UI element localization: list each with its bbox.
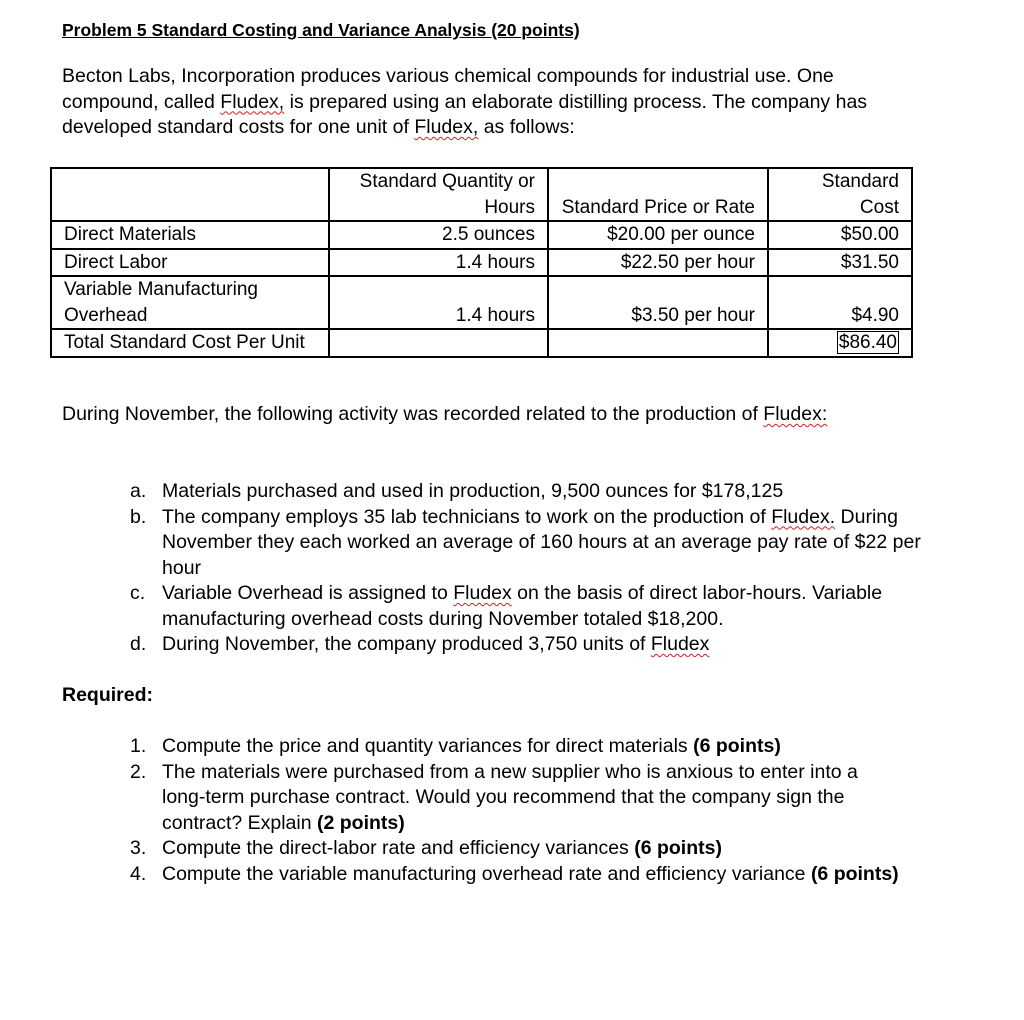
header-cell	[51, 168, 329, 221]
question-text: Compute the variable manufacturing overhead rate and efficiency variance	[162, 862, 811, 885]
problem-title: Problem 5 Standard Costing and Variance Analysis (20 points)	[62, 20, 580, 40]
list-item	[62, 632, 922, 658]
spellcheck-word: Fludex.	[771, 505, 836, 528]
header-cell: Standard Price or Rate	[548, 168, 768, 221]
cell: 1.4 hours	[329, 249, 548, 277]
intro-text: Becton Labs, Incorporation produces various chemical compounds for industrial use. One compound, called	[62, 65, 834, 113]
question-item	[62, 862, 902, 888]
list-marker: 3.	[130, 837, 147, 859]
cell	[329, 329, 548, 357]
cell	[768, 329, 912, 357]
table-header-row	[51, 168, 912, 221]
list-text: Materials purchased and used in production, 9,500 ounces for $178,125	[162, 480, 784, 502]
activity-list	[62, 479, 922, 658]
intro-text: is prepared using an elaborate distilling process. The company has developed standard costs for one unit of	[62, 90, 868, 138]
list-text: Variable Overhead is assigned to	[162, 582, 454, 604]
question-points: (6 points)	[693, 735, 781, 757]
question-text: Compute the direct-labor rate and efficiency variances	[162, 837, 635, 859]
list-text: During November, the company produced 3,750 units of	[162, 633, 651, 655]
cell: Variable Manufacturing Overhead	[51, 276, 329, 329]
list-marker: b.	[130, 505, 147, 528]
table-row	[51, 221, 912, 249]
required-heading: Required:	[62, 684, 154, 706]
intro-text: as follows:	[478, 116, 575, 138]
question-item	[62, 836, 902, 862]
header-cell: Standard Quantity or Hours	[329, 168, 548, 221]
list-marker: 4.	[130, 862, 147, 885]
list-item	[62, 479, 922, 505]
question-text: Compute the price and quantity variances for direct materials	[162, 735, 694, 757]
question-item	[62, 734, 902, 760]
cell: $22.50 per hour	[548, 249, 768, 277]
list-item	[62, 505, 922, 582]
question-points: (2 points)	[317, 811, 405, 834]
cell: $4.90	[768, 276, 912, 329]
spellcheck-word: Fludex	[453, 582, 512, 604]
cell: Total Standard Cost Per Unit	[51, 329, 329, 357]
intro-paragraph	[62, 64, 902, 141]
spellcheck-word: Fludex,	[414, 116, 479, 138]
total-cost-value: $86.40	[838, 332, 897, 353]
cell: Direct Labor	[51, 249, 329, 277]
activity-text: During November, the following activity was recorded related to the production of	[62, 403, 764, 425]
question-item	[62, 760, 902, 837]
header-cell: Standard Cost	[768, 168, 912, 221]
activity-paragraph	[62, 402, 882, 428]
table-row	[51, 249, 912, 277]
cell: $31.50	[768, 249, 912, 277]
list-marker: d.	[130, 633, 147, 655]
list-marker: 1.	[130, 735, 147, 757]
list-text: on the basis of direct labor-hours. Variable manufacturing overhead costs during November totaled $18,200.	[162, 582, 883, 630]
questions-list	[62, 734, 902, 887]
standard-cost-table	[50, 167, 913, 358]
spellcheck-word: Fludex	[650, 633, 710, 655]
cell: $3.50 per hour	[548, 276, 768, 329]
table-total-row	[51, 329, 912, 357]
cell: 1.4 hours	[329, 276, 548, 329]
list-marker: 2.	[130, 760, 147, 783]
cell: 2.5 ounces	[329, 221, 548, 249]
cell: $50.00	[768, 221, 912, 249]
cell: Direct Materials	[51, 221, 329, 249]
spellcheck-word: Fludex,	[220, 90, 285, 113]
list-text: During November they each worked an average of 160 hours at an average pay rate of $22 per hour	[162, 505, 921, 579]
table-row	[51, 276, 912, 329]
question-points: (6 points)	[634, 837, 722, 859]
list-marker: a.	[130, 480, 147, 502]
cell	[548, 329, 768, 357]
list-text: The company employs 35 lab technicians to work on the production of	[162, 505, 772, 528]
spellcheck-word: Fludex:	[763, 403, 828, 425]
list-marker: c.	[130, 582, 146, 604]
question-text: The materials were purchased from a new supplier who is anxious to enter into a long-term purchase contract. Would you recommend that the company sign the contract? Explain	[162, 760, 858, 834]
question-points: (6 points)	[810, 862, 899, 885]
list-item	[62, 581, 922, 632]
cell: $20.00 per ounce	[548, 221, 768, 249]
